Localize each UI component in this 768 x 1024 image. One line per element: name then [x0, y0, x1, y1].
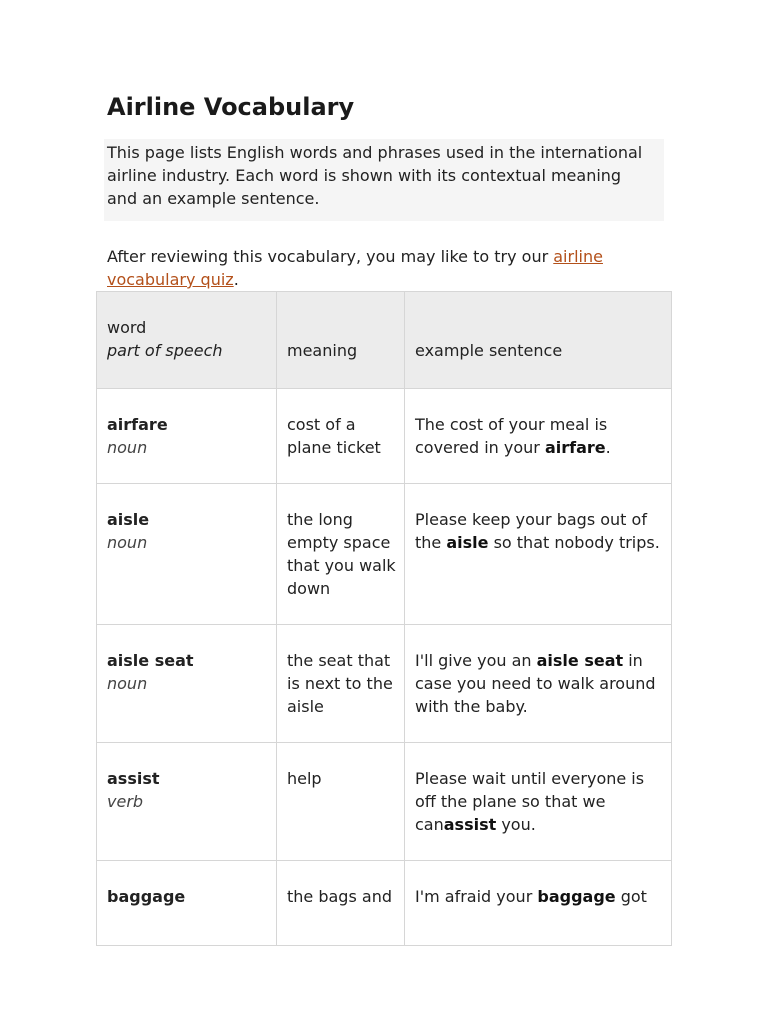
word-pos: verb — [107, 792, 144, 811]
word-term: aisle seat — [107, 651, 194, 670]
quiz-suggestion-end: . — [233, 270, 239, 289]
table-row — [97, 625, 672, 743]
example-keyword: assist — [443, 815, 497, 834]
example-text: got — [615, 887, 647, 906]
example-keyword: aisle seat — [536, 651, 624, 670]
intro-line: and an example sentence. — [107, 189, 320, 208]
example-cell — [405, 743, 672, 861]
header-word — [97, 292, 277, 389]
example-cell — [405, 625, 672, 743]
header-word-label: word — [107, 318, 147, 337]
word-term: aisle — [107, 510, 150, 529]
example-text: you. — [496, 815, 536, 834]
header-meaning: meaning — [277, 292, 405, 389]
meaning-cell: cost of a plane ticket — [277, 389, 405, 484]
intro-paragraph — [104, 139, 664, 221]
word-term: airfare — [107, 415, 168, 434]
word-pos: noun — [107, 438, 148, 457]
header-example: example sentence — [405, 292, 672, 389]
word-pos: noun — [107, 674, 148, 693]
meaning-cell: the bags and — [277, 861, 405, 946]
example-cell — [405, 389, 672, 484]
quiz-suggestion-text: After reviewing this vocabulary, you may like to try our — [107, 247, 554, 266]
example-text: so that nobody trips. — [488, 533, 660, 552]
quiz-link[interactable]: airline vocabulary quiz — [107, 247, 603, 289]
quiz-suggestion — [107, 245, 667, 291]
header-pos-label: part of speech — [107, 341, 223, 360]
vocabulary-table — [96, 291, 672, 946]
word-cell — [97, 389, 277, 484]
word-term: baggage — [107, 887, 186, 906]
example-text: I'll give you an — [415, 651, 537, 670]
table-row — [97, 861, 672, 946]
example-text: in case you need to walk around with the baby. — [415, 651, 656, 716]
page-title: Airline Vocabulary — [107, 93, 355, 121]
example-keyword: aisle — [446, 533, 489, 552]
intro-line: airline industry. Each word is shown with its contextual meaning — [107, 166, 622, 185]
example-text: Please wait until everyone is off the plane so that we can — [415, 769, 645, 834]
example-text: . — [605, 438, 611, 457]
example-cell — [405, 484, 672, 625]
meaning-cell: the seat that is next to the aisle — [277, 625, 405, 743]
example-keyword: baggage — [537, 887, 616, 906]
word-cell — [97, 861, 277, 946]
word-cell — [97, 625, 277, 743]
table-row — [97, 389, 672, 484]
word-cell — [97, 743, 277, 861]
table-header-row — [97, 292, 672, 389]
word-term: assist — [107, 769, 160, 788]
example-text: I'm afraid your — [415, 887, 538, 906]
example-cell — [405, 861, 672, 946]
meaning-cell: the long empty space that you walk down — [277, 484, 405, 625]
word-pos: noun — [107, 533, 148, 552]
example-text: The cost of your meal is covered in your — [415, 415, 608, 457]
word-cell — [97, 484, 277, 625]
example-keyword: airfare — [544, 438, 606, 457]
table-row — [97, 484, 672, 625]
table-row — [97, 743, 672, 861]
intro-line: This page lists English words and phrases used in the international — [107, 143, 643, 162]
example-text: Please keep your bags out of the — [415, 510, 647, 552]
meaning-cell: help — [277, 743, 405, 861]
